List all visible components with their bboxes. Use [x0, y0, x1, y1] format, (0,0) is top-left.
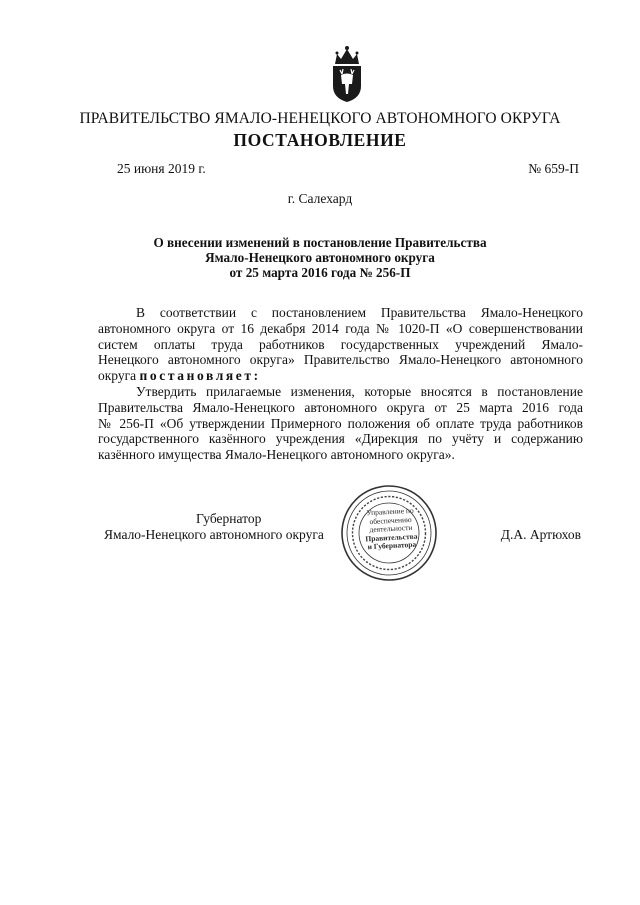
paragraph-line: систем оплаты труда работников государственных учреждений Ямало-	[98, 336, 583, 352]
subject-line: О внесении изменений в постановление Правительства	[153, 235, 487, 250]
document-date: 25 июня 2019 г.	[117, 161, 206, 176]
paragraph-line: автономного округа от 16 декабря 2014 года № 1020-П «О совершенствовании	[98, 320, 583, 336]
paragraph-resolution	[98, 384, 583, 463]
signatory-name: Д.А. Артюхов	[500, 527, 581, 542]
signatory-title: Губернатор	[196, 511, 262, 526]
subject-line: от 25 марта 2016 года № 256-П	[229, 265, 411, 280]
subject-line: Ямало-Ненецкого автономного округа	[205, 250, 435, 265]
seal-line: обеспечению	[369, 514, 412, 526]
paragraph-line: Ненецкого автономного округа» Правительство Ямало-Ненецкого автономного	[98, 352, 583, 368]
seal-line: Управление по	[366, 505, 414, 518]
paragraph-line-text: округа	[98, 368, 140, 384]
paragraph-line: казённого имущества Ямало-Ненецкого автономного округа».	[98, 447, 455, 463]
paragraph-line: государственного казённого учреждения «Дирекция по учёту и содержанию	[98, 431, 583, 447]
paragraph-line	[98, 368, 583, 384]
document-number: № 659-П	[528, 161, 579, 176]
paragraph-basis	[98, 305, 583, 384]
document-city: г. Салехард	[287, 191, 353, 206]
coat-of-arms-icon	[329, 44, 365, 104]
seal-line: и Губернатора	[367, 540, 417, 552]
paragraph-line: Утвердить прилагаемые изменения, которые вносятся в постановление	[136, 384, 583, 399]
document-subject	[90, 235, 550, 280]
paragraph-line: Правительства Ямало-Ненецкого автономного округа от 25 марта 2016 года	[98, 399, 583, 415]
seal-line: Правительства	[365, 531, 418, 544]
paragraph-line: В соответствии с постановлением Правительства Ямало-Ненецкого	[136, 305, 583, 320]
seal-line: деятельности	[369, 523, 413, 535]
government-title: ПРАВИТЕЛЬСТВО ЯМАЛО-НЕНЕЦКОГО АВТОНОМНОГО ОКРУГА	[79, 110, 561, 127]
paragraph-line: № 256-П «Об утверждении Примерного положения об оплате труда работников	[98, 415, 583, 431]
resolves-emphasis: постановляет:	[139, 368, 261, 384]
signatory-region: Ямало-Ненецкого автономного округа	[104, 527, 324, 542]
seal-text	[362, 507, 420, 553]
document-type: ПОСТАНОВЛЕНИЕ	[233, 130, 407, 150]
